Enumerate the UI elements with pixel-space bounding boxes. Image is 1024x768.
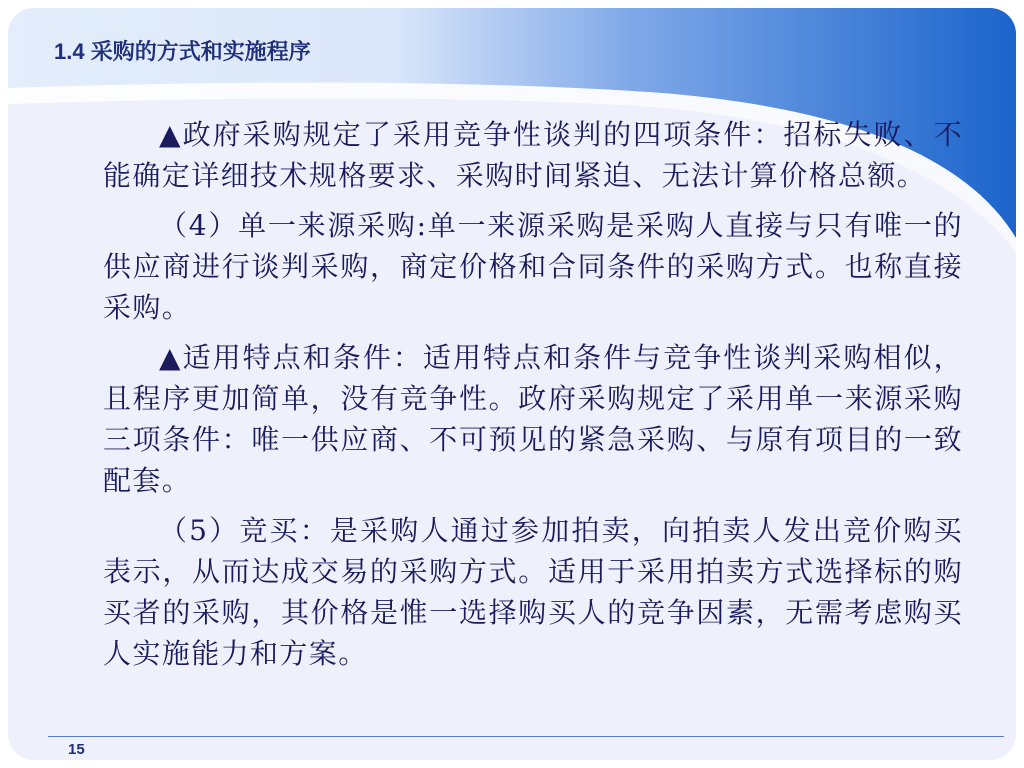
page-number: 15	[68, 741, 85, 758]
paragraph-single-source-procurement: （4）单一来源采购:单一来源采购是采购人直接与只有唯一的供应商进行谈判采购，商定价格和合同条件的采购方式。也称直接采购。	[103, 209, 963, 324]
slide-title: 1.4 采购的方式和实施程序	[54, 39, 311, 64]
paragraph-single-source-conditions: ▲适用特点和条件：适用特点和条件与竞争性谈判采购相似，且程序更加简单，没有竞争性。政府采购规定了采用单一来源采购三项条件：唯一供应商、不可预见的紧急采购、与原有项目的一致配套。	[103, 341, 963, 497]
slide-frame	[8, 8, 1016, 760]
footer-divider	[48, 736, 1004, 737]
paragraph-negotiation-conditions: ▲政府采购规定了采用竞争性谈判的四项条件：招标失败、不能确定详细技术规格要求、采购时间紧迫、无法计算价格总额。	[103, 118, 963, 192]
body-text	[103, 114, 963, 683]
paragraph-auction-purchase: （5）竞买：是采购人通过参加拍卖，向拍卖人发出竞价购买表示，从而达成交易的采购方式。适用于采用拍卖方式选择标的购买者的采购，其价格是惟一选择购买人的竞争因素，无需考虑购买人实施能力和方案。	[103, 514, 963, 670]
